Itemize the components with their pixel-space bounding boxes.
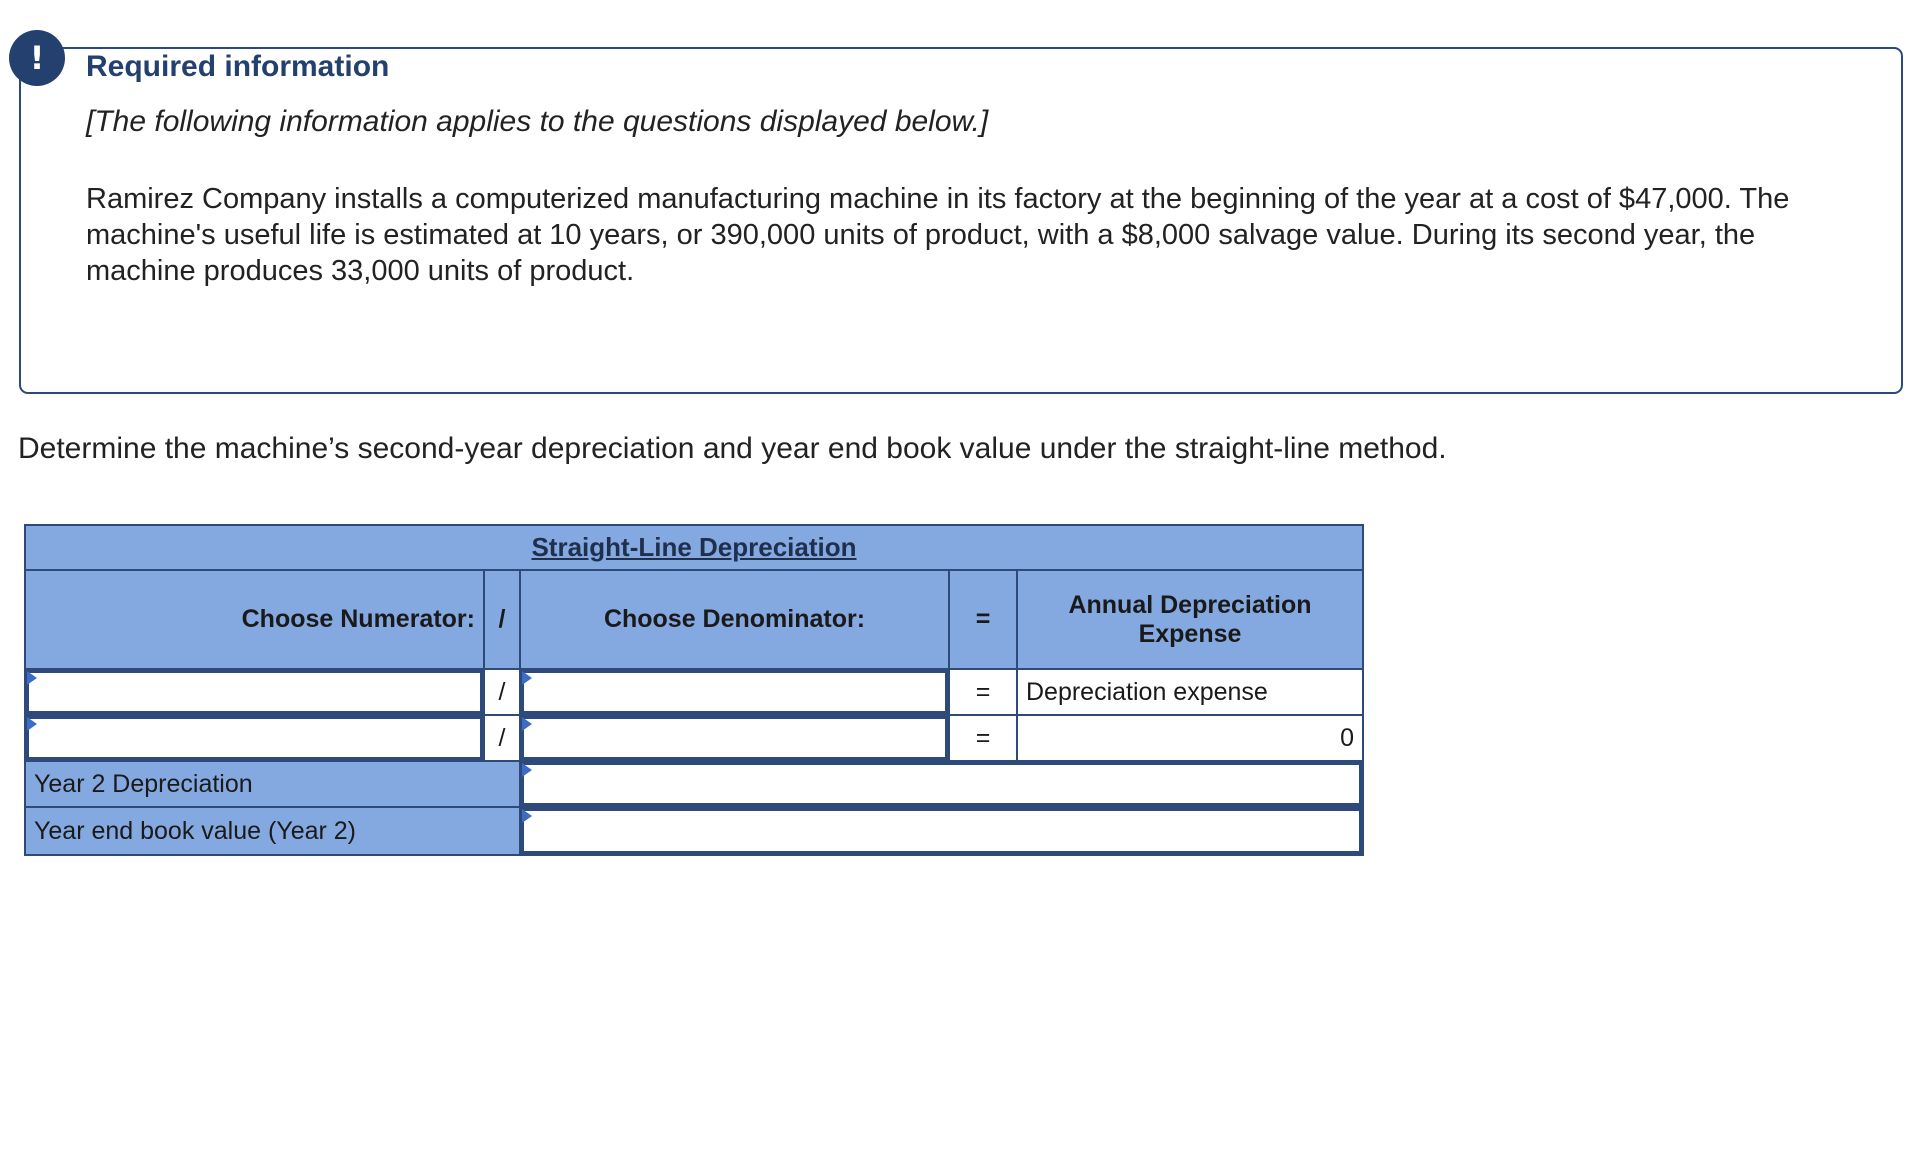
denominator-input-row-1[interactable] [521,670,948,714]
numerator-input-row-2[interactable] [26,716,483,760]
denominator-input-row-2[interactable] [521,716,948,760]
alert-exclamation-icon: ! [9,30,65,86]
year-end-book-value-input[interactable] [521,808,1362,854]
divide-header: / [485,571,519,668]
annual-depreciation-result: 0 [1018,716,1362,760]
numerator-header: Choose Numerator: [26,571,483,668]
worksheet-title: Straight-Line Depreciation [26,526,1362,569]
year-end-book-value-label: Year end book value (Year 2) [26,808,519,854]
divide-operator: / [485,716,519,760]
year-2-depreciation-input[interactable] [521,762,1362,806]
depreciation-expense-label: Depreciation expense [1018,670,1362,714]
numerator-input-row-1[interactable] [26,670,483,714]
equals-header: = [950,571,1016,668]
applies-note: [The following information applies to the questions displayed below.] [86,105,989,138]
problem-statement: Ramirez Company installs a computerized manufacturing machine in its factory at the beginning of the year at a cost of $47,000. The machine's useful life is estimated at 10 years, or 390,000 units of product, with a $8,000 salvage value. During its second year, the machine produces 33,000 units of product. [86,183,1790,287]
denominator-header: Choose Denominator: [521,571,948,668]
equals-operator: = [950,716,1016,760]
required-information-heading: Required information [86,50,390,83]
equals-operator: = [950,670,1016,714]
question-prompt: Determine the machine’s second-year depreciation and year end book value under the straight-line method. [18,432,1447,465]
annual-depreciation-expense-header: Annual Depreciation Expense [1018,571,1362,668]
divide-operator: / [485,670,519,714]
straight-line-worksheet [24,524,1364,856]
year-2-depreciation-label: Year 2 Depreciation [26,762,519,806]
